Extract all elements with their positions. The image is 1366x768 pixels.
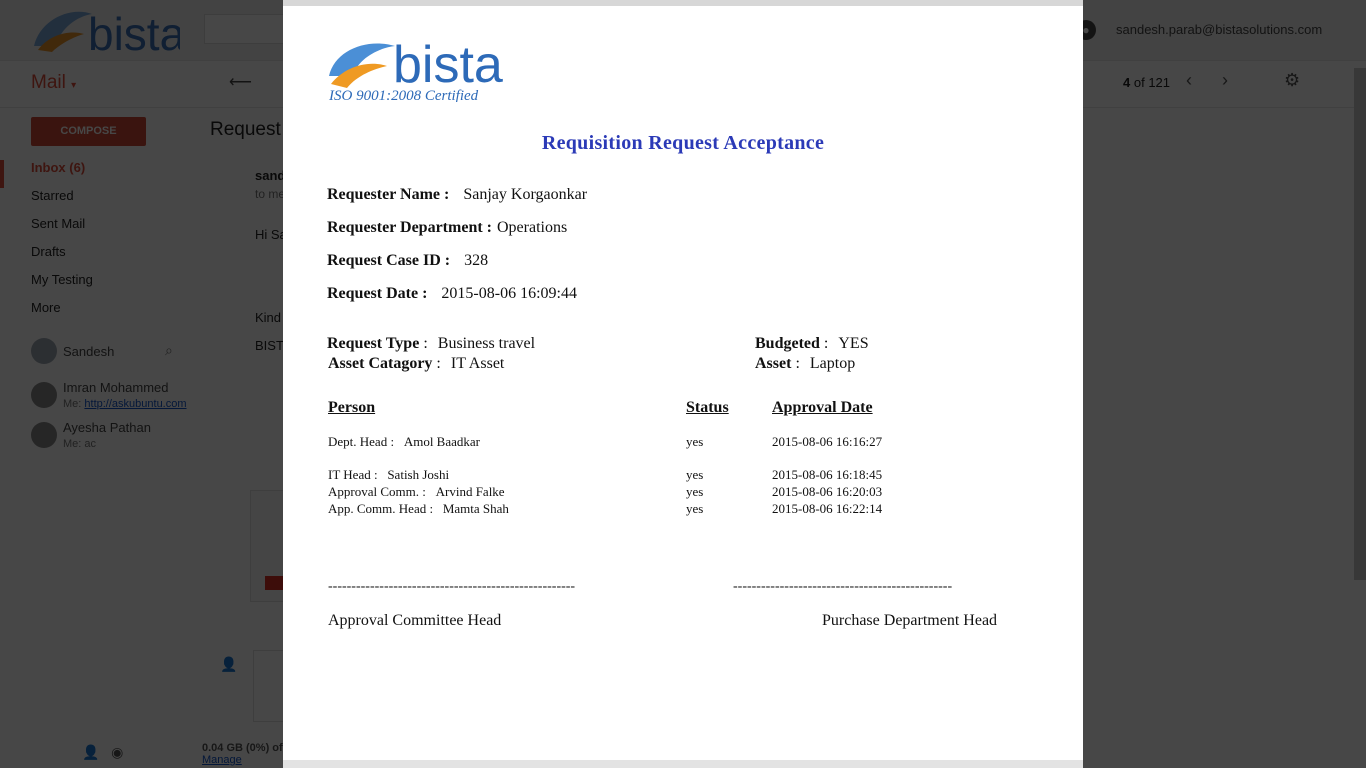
approver-name: Satish Joshi	[387, 467, 450, 482]
signature-line-left: -----------------------------------------------------	[328, 579, 576, 594]
requester-name-label: Requester Name :	[327, 186, 450, 203]
asset-category-row: Asset Catagory : IT Asset	[328, 355, 505, 372]
case-id-label: Request Case ID :	[327, 252, 451, 269]
column-person: Person	[328, 399, 376, 416]
approval-date: 2015-08-06 16:20:03	[772, 484, 883, 499]
bista-logo	[325, 36, 545, 102]
svg-text:ISO 9001:2008 Certified: ISO 9001:2008 Certified	[329, 88, 479, 102]
approver-role: IT Head :	[328, 467, 378, 482]
approval-date: 2015-08-06 16:16:27	[772, 434, 883, 449]
approver	[328, 434, 480, 450]
approver-role: Approval Comm. :	[328, 484, 426, 499]
requester-department: Operations	[497, 219, 568, 236]
request-date-row	[327, 285, 577, 303]
asset-row: Asset : Laptop	[755, 355, 856, 372]
approver-role: App. Comm. Head :	[328, 501, 434, 516]
approver-name: Arvind Falke	[435, 484, 505, 499]
approver-name: Amol Baadkar	[403, 434, 480, 449]
requester-department-row	[327, 219, 567, 237]
request-type: Business travel	[437, 335, 536, 352]
svg-text:bista: bista	[393, 36, 503, 94]
column-status: Status	[686, 399, 729, 416]
request-type-label: Request Type	[327, 335, 420, 352]
approver-role: Dept. Head :	[328, 434, 395, 449]
requester-name: Sanjay Korgaonkar	[463, 186, 588, 203]
column-approval-date: Approval Date	[772, 399, 873, 416]
asset-category-label: Asset Catagory	[328, 355, 433, 372]
case-id-row	[327, 252, 488, 270]
requester-name-row	[327, 186, 587, 204]
approval-status: yes	[686, 467, 704, 482]
request-type-row: Request Type : Business travel	[327, 335, 536, 352]
requester-department-label: Requester Department :	[327, 219, 492, 236]
case-id: 328	[464, 252, 489, 269]
document-preview	[283, 0, 1083, 768]
approval-status: yes	[686, 501, 704, 516]
approval-status: yes	[686, 434, 704, 449]
document-bottom-edge	[283, 760, 1083, 768]
asset-category: IT Asset	[450, 355, 505, 372]
budgeted-label: Budgeted	[755, 335, 820, 352]
request-date-label: Request Date :	[327, 285, 428, 302]
approver-name: Mamta Shah	[442, 501, 509, 516]
signature-line-right: -----------------------------------------------	[733, 579, 953, 594]
approver	[328, 467, 449, 483]
asset-label: Asset	[755, 355, 792, 372]
document-top-edge	[283, 0, 1083, 6]
signature-label-right: Purchase Department Head	[822, 612, 998, 629]
document-title: Requisition Request Acceptance	[541, 132, 825, 154]
signature-label-left: Approval Committee Head	[328, 612, 502, 629]
approver	[328, 501, 509, 517]
asset: Laptop	[809, 355, 856, 372]
budgeted-row: Budgeted : YES	[755, 335, 869, 352]
approver	[328, 484, 505, 500]
approval-date: 2015-08-06 16:18:45	[772, 467, 883, 482]
budgeted: YES	[838, 335, 869, 352]
approval-date: 2015-08-06 16:22:14	[772, 501, 883, 516]
request-date: 2015-08-06 16:09:44	[441, 285, 577, 302]
approval-status: yes	[686, 484, 704, 499]
